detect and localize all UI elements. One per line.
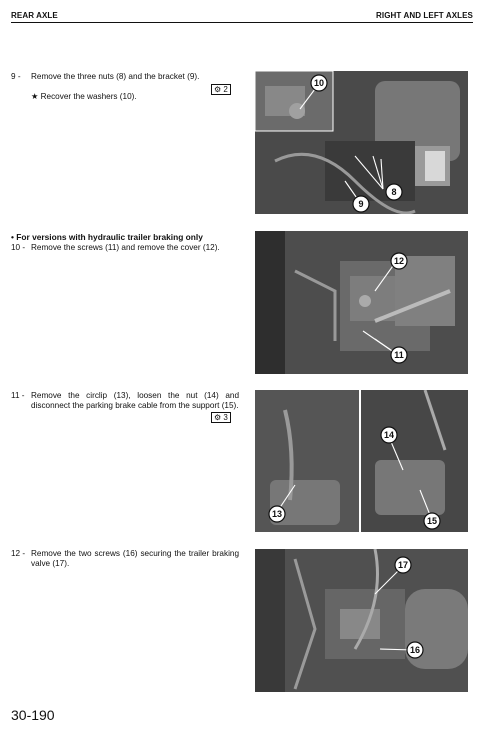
step-text: Remove the screws (11) and remove the cover (12). <box>31 243 220 252</box>
step-number: 9 - <box>11 72 21 81</box>
step-text: Remove the circlip (13), loosen the nut (14) and disconnect the parking brake cable from the support (15). <box>31 391 239 410</box>
reference-icon: ⚙ <box>214 85 222 94</box>
step-11 <box>11 391 239 411</box>
callout-label: 15 <box>426 516 438 526</box>
photo-step-12 <box>255 549 468 692</box>
step-note: ★ Recover the washers (10). <box>31 92 137 101</box>
section-title: REAR AXLE <box>11 11 58 20</box>
step-10 <box>11 243 239 253</box>
page-header <box>11 9 473 23</box>
photo-step-10 <box>255 231 468 374</box>
reference-box <box>211 412 231 423</box>
callout-label: 12 <box>393 256 405 266</box>
step-text: Remove the three nuts (8) and the bracket (9). <box>31 72 200 81</box>
header-rule <box>11 22 473 23</box>
reference-icon: ⚙ <box>214 413 222 422</box>
reference-box <box>211 84 231 95</box>
step-number: 11 - <box>11 391 25 400</box>
reference-number: 3 <box>223 413 228 422</box>
photo-step-9 <box>255 71 468 214</box>
step-12 <box>11 549 239 569</box>
reference-number: 2 <box>223 85 228 94</box>
subsection-title: RIGHT AND LEFT AXLES <box>376 11 473 20</box>
step-9 <box>11 72 239 102</box>
callout-label: 10 <box>313 78 325 88</box>
page-number: 30-190 <box>11 707 55 723</box>
callout-label: 9 <box>358 199 364 209</box>
photo-step-11 <box>255 390 468 532</box>
step-number: 12 - <box>11 549 26 558</box>
callout-label: 17 <box>397 560 409 570</box>
callout-label: 14 <box>383 430 395 440</box>
callout-label: 8 <box>391 187 397 197</box>
callout-label: 13 <box>271 509 283 519</box>
step-text: Remove the two screws (16) securing the trailer braking valve (17). <box>31 549 239 568</box>
step-number: 10 - <box>11 243 26 252</box>
callout-label: 11 <box>394 350 404 360</box>
callout-label: 16 <box>409 645 421 655</box>
section-heading: • For versions with hydraulic trailer braking only <box>11 232 203 242</box>
